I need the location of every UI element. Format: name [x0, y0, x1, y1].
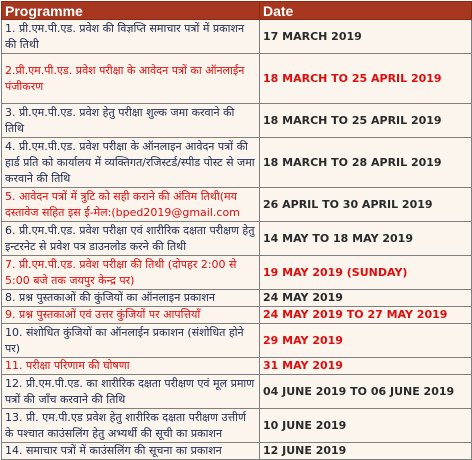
programme-cell: 13. प्री. एम.पी.एड प्रवेश हेतु शारीरिक दक्षता परीक्षण उत्तीर्ण के पश्चात काउंसलिंग हेतु अभ्यर्थी की सूची का प्रकाशन: [2, 409, 260, 443]
date-cell: 04 JUNE 2019 TO 06 JUNE 2019: [260, 375, 472, 409]
date-header: Date: [260, 2, 472, 20]
programme-cell: 11. परीक्षा परिणाम की घोषणा: [2, 358, 260, 375]
programme-cell: 10. संशोधित कुंजियों का ऑनलाईन प्रकाशन (संशोधित होने पर): [2, 324, 260, 358]
date-cell: 18 MARCH TO 25 APRIL 2019: [260, 104, 472, 138]
date-cell: 29 MAY 2019: [260, 324, 472, 358]
header-row: [2, 2, 472, 20]
table-row: [2, 188, 472, 222]
table-row: [2, 358, 472, 375]
date-cell: 19 MAY 2019 (SUNDAY): [260, 256, 472, 290]
programme-cell: 3. प्री.एम.पी.एड. प्रवेश हेतु परीक्षा शुल्क जमा करवाने की तिथि: [2, 104, 260, 138]
programme-cell: 9. प्रश्न पुस्तकाओं एवं उत्तर कुंजियों पर आपत्तियाँ: [2, 307, 260, 324]
date-cell: 12 JUNE 2019: [260, 443, 472, 460]
date-cell: 26 APRIL TO 30 APRIL 2019: [260, 188, 472, 222]
programme-cell: 5. आवेदन पत्रों में त्रुटि को सही कराने की अंतिम तिथी(मय दस्तावेज सहित इस ई-मेल:(bped2019@gmail.com: [2, 188, 260, 222]
table-row: [2, 307, 472, 324]
date-cell: 18 MARCH TO 25 APRIL 2019: [260, 54, 472, 104]
table-row: [2, 324, 472, 358]
programme-cell: 12. प्री.एम.पी.एड. का शारीरिक दक्षता परीक्षण एवं मूल प्रमाण पत्रों की जाँच करवाने की तिथि: [2, 375, 260, 409]
table-row: [2, 104, 472, 138]
table-row: [2, 54, 472, 104]
date-cell: 24 MAY 2019: [260, 290, 472, 307]
programme-cell: 4. प्री.एम.पी.एड. प्रवेश परीक्षा के ऑनलाइन आवेदन पत्रों की हार्ड प्रति को कार्यालय में व्यक्तिगत/रजिस्टर्ड/स्पीड पोस्ट से जमा करवाने की तिथि: [2, 138, 260, 188]
date-cell: 24 MAY 2019 TO 27 MAY 2019: [260, 307, 472, 324]
programme-cell: 1. प्री.एम.पी.एड. प्रवेश की विज्ञप्ति समाचार पत्रों में प्रकाशन की तिथी: [2, 20, 260, 54]
schedule-table: [1, 1, 472, 460]
table-row: [2, 20, 472, 54]
programme-header: Programme: [2, 2, 260, 20]
date-cell: 17 MARCH 2019: [260, 20, 472, 54]
programme-cell: 14. समाचार पत्रों में काउंसलिंग की सूचना का प्रकाशन: [2, 443, 260, 460]
table-row: [2, 290, 472, 307]
programme-cell: 7. प्री.एम.पी.एड. प्रवेश परीक्षा की तिथी (दोपहर 2:00 से 5:00 बजे तक जयपुर केन्द्र पर): [2, 256, 260, 290]
table-row: [2, 256, 472, 290]
schedule-body: [2, 20, 472, 460]
date-cell: 10 JUNE 2019: [260, 409, 472, 443]
date-cell: 18 MARCH TO 28 APRIL 2019: [260, 138, 472, 188]
table-row: [2, 138, 472, 188]
table-row: [2, 443, 472, 460]
date-cell: 31 MAY 2019: [260, 358, 472, 375]
date-cell: 14 MAY TO 18 MAY 2019: [260, 222, 472, 256]
programme-cell: 6. प्री.एम.पी.एड. प्रवेश परीक्षा एवं शारीरिक दक्षता परीक्षण हेतु इन्टरनेट से प्रवेश पत्र डाउनलोड करने की तिथी: [2, 222, 260, 256]
programme-cell: 2.प्री.एम.पी.एड. प्रवेश परीक्षा के आवेदन पत्रों का ऑनलाईन पंजीकरण: [2, 54, 260, 104]
programme-cell: 8. प्रश्न पुस्तकाओं की कुंजियों का ऑनलाइन प्रकाशन: [2, 290, 260, 307]
table-row: [2, 409, 472, 443]
table-row: [2, 375, 472, 409]
table-row: [2, 222, 472, 256]
